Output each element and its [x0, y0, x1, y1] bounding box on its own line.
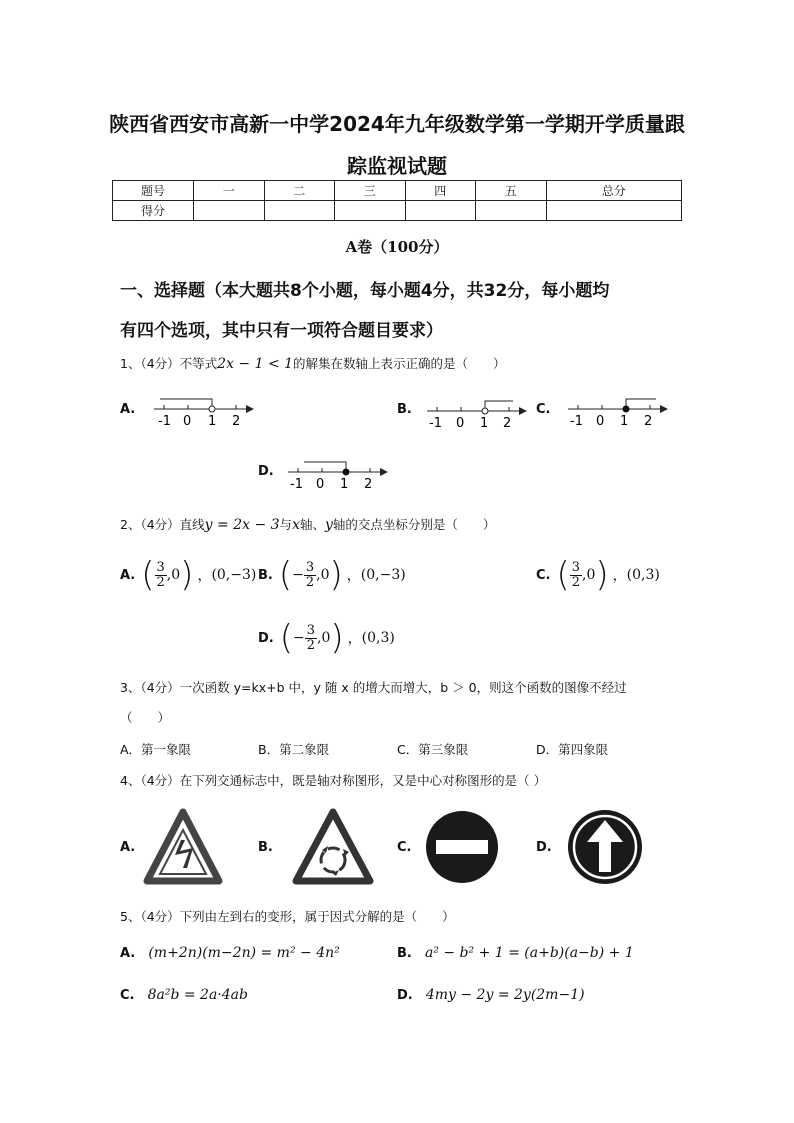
q2-second-point: (0,−3) — [211, 567, 257, 583]
no-entry-sign-icon[interactable] — [424, 809, 500, 885]
q1-option-b-numberline[interactable] — [423, 394, 533, 434]
q2-option-label: B. — [258, 567, 273, 583]
q2-mid2: 轴、 — [299, 517, 325, 532]
q2-x-var: x — [292, 517, 300, 533]
q1-option-d-numberline[interactable] — [284, 455, 394, 495]
denominator: 2 — [306, 637, 316, 653]
denominator: 2 — [156, 574, 165, 590]
q1-option-c-numberline[interactable] — [564, 392, 674, 432]
question-1-stem — [120, 354, 506, 372]
question-5-stem: 5、（4分）下列由左到右的变形，属于因式分解的是（ ） — [120, 909, 455, 924]
q1-option-b-label[interactable]: B. — [397, 402, 412, 417]
q2-option-label: D. — [258, 630, 274, 646]
left-paren: ( — [279, 618, 293, 658]
tick-label: -1 — [290, 477, 303, 492]
minus-sign: − — [292, 567, 304, 583]
q2-option-d[interactable] — [258, 614, 395, 662]
q5-option-expression: (m+2n)(m−2n) = m² − 4n² — [148, 945, 340, 961]
comma: , — [317, 630, 322, 646]
q1-option-a-label[interactable]: A. — [120, 402, 136, 417]
coordinate-value: 0 — [320, 567, 330, 583]
score-table — [112, 180, 682, 221]
q3-option-a[interactable]: A．第一象限 — [120, 742, 192, 757]
zigzag-road-sign-icon[interactable] — [143, 808, 223, 886]
q1-option-c-label[interactable]: C. — [536, 402, 551, 417]
q2-line-equation: y = 2x − 3 — [204, 517, 280, 533]
score-table-cell: 三 — [335, 181, 406, 201]
fraction — [305, 624, 317, 653]
q2-option-label: C. — [536, 567, 551, 583]
q4-option-d-label[interactable]: D. — [536, 840, 552, 855]
numerator: 3 — [305, 559, 315, 575]
tick-label: -1 — [570, 414, 583, 429]
q2-prefix: 2、（4分）直线 — [120, 517, 205, 532]
tick-label: 1 — [208, 414, 217, 429]
q2-option-label: A. — [120, 567, 136, 583]
score-input-cell[interactable] — [264, 201, 335, 221]
question-3-stem: 3、（4分）一次函数 y=kx+b 中，y 随 x 的增大而增大，b ＞ 0，则这个函数的图像不经过 — [120, 680, 627, 695]
score-table-cell: 得分 — [113, 201, 194, 221]
tick-label: 2 — [232, 414, 241, 429]
question-3-answer-paren: （ ） — [120, 710, 171, 725]
score-table-cell: 五 — [476, 181, 547, 201]
score-input-cell[interactable] — [546, 201, 682, 221]
q2-second-point: (0,3) — [361, 630, 395, 646]
tick-label: -1 — [429, 416, 442, 431]
separator: ， — [347, 631, 362, 647]
tick-label: 1 — [340, 477, 349, 492]
comma: , — [166, 567, 172, 583]
score-input-cell[interactable] — [335, 201, 406, 221]
comma: , — [316, 567, 321, 583]
right-paren: ) — [180, 555, 194, 595]
score-table-cell: 四 — [405, 181, 476, 201]
coordinate-value: 0 — [171, 567, 181, 583]
q5-option-label: B. — [397, 946, 412, 961]
section-heading-line1: 一、选择题（本大题共8个小题，每小题4分，共32分，每小题均 — [120, 281, 610, 301]
score-input-cell[interactable] — [194, 201, 265, 221]
separator: ， — [612, 568, 627, 584]
tick-label: 0 — [456, 416, 465, 431]
roundabout-sign-icon[interactable] — [292, 808, 374, 886]
left-paren: ( — [141, 555, 155, 595]
separator: ， — [197, 568, 212, 584]
denominator: 2 — [571, 574, 581, 590]
score-input-cell[interactable] — [476, 201, 547, 221]
q1-option-a-numberline[interactable] — [150, 392, 260, 432]
q5-option-a[interactable] — [120, 942, 340, 961]
q4-option-c-label[interactable]: C. — [397, 840, 412, 855]
score-input-cell[interactable] — [405, 201, 476, 221]
q5-option-b[interactable] — [397, 942, 634, 961]
numerator: 3 — [306, 622, 316, 638]
q5-option-label: D. — [397, 988, 413, 1003]
q1-inequality: 2x − 1 < 1 — [217, 356, 294, 372]
volume-label: A卷（100分） — [345, 238, 449, 256]
score-table-cell: 总分 — [546, 181, 682, 201]
tick-label: 2 — [503, 416, 512, 431]
q2-option-a[interactable] — [120, 551, 256, 599]
fraction — [570, 561, 582, 590]
section-heading-line2: 有四个选项，其中只有一项符合题目要求） — [120, 321, 443, 341]
comma: , — [582, 567, 587, 583]
tick-label: 0 — [596, 414, 605, 429]
score-table-cell: 一 — [194, 181, 265, 201]
numerator: 3 — [571, 559, 581, 575]
q2-second-point: (0,−3) — [360, 567, 406, 583]
q5-option-expression: 8a²b = 2a·4ab — [147, 987, 248, 1003]
q5-option-label: A. — [120, 946, 136, 961]
q3-option-b[interactable]: B．第二象限 — [258, 742, 330, 757]
question-4-stem: 4、（4分）在下列交通标志中，既是轴对称图形，又是中心对称图形的是（ ） — [120, 773, 547, 788]
q1-suffix: 的解集在数轴上表示正确的是（ ） — [293, 356, 506, 371]
right-paren: ) — [595, 555, 609, 595]
left-paren: ( — [278, 555, 293, 595]
tick-label: -1 — [158, 414, 171, 429]
coordinate-value: 0 — [586, 567, 596, 583]
score-table-score-row — [113, 201, 682, 221]
q5-option-c[interactable] — [120, 984, 248, 1003]
score-table-header-row — [113, 181, 682, 201]
q1-option-d-label[interactable]: D. — [258, 464, 274, 479]
minus-sign: − — [293, 630, 305, 646]
separator: ， — [346, 568, 361, 584]
tick-label: 1 — [620, 414, 629, 429]
doc-title-line2: 踪监视试题 — [347, 154, 447, 178]
q5-option-expression: 4my − 2y = 2y(2m−1) — [425, 987, 585, 1003]
tick-label: 2 — [364, 477, 373, 492]
q5-option-expression: a² − b² + 1 = (a+b)(a−b) + 1 — [424, 945, 634, 961]
q5-option-d[interactable] — [397, 984, 585, 1003]
straight-ahead-sign-icon[interactable] — [566, 808, 644, 886]
tick-label: 2 — [644, 414, 653, 429]
q4-option-a-label[interactable]: A. — [120, 840, 136, 855]
q2-option-b[interactable] — [258, 551, 406, 599]
tick-label: 0 — [316, 477, 325, 492]
q2-y-var: y — [324, 517, 333, 533]
q4-option-b-label[interactable]: B. — [258, 840, 273, 855]
left-paren: ( — [556, 555, 570, 595]
q2-option-c[interactable] — [536, 551, 660, 599]
score-table-cell: 题号 — [113, 181, 194, 201]
numerator: 3 — [156, 559, 165, 575]
doc-title-line1: 陕西省西安市高新一中学2024年九年级数学第一学期开学质量跟 — [109, 112, 685, 136]
right-paren: ) — [329, 555, 343, 595]
fraction — [155, 561, 167, 590]
q5-option-label: C. — [120, 988, 135, 1003]
right-paren: ) — [330, 618, 344, 658]
fraction — [304, 561, 316, 590]
q2-second-point: (0,3) — [626, 567, 660, 583]
q2-mid1: 与 — [279, 517, 293, 532]
q1-prefix: 1、（4分）不等式 — [120, 356, 218, 371]
tick-label: 1 — [480, 416, 489, 431]
q3-option-d[interactable]: D．第四象限 — [536, 742, 609, 757]
coordinate-value: 0 — [321, 630, 331, 646]
question-2-stem — [120, 515, 495, 533]
q2-suffix: 轴的交点坐标分别是（ ） — [332, 517, 496, 532]
tick-label: 0 — [183, 414, 192, 429]
denominator: 2 — [305, 574, 315, 590]
q3-option-c[interactable]: C．第三象限 — [397, 742, 469, 757]
score-table-cell: 二 — [264, 181, 335, 201]
